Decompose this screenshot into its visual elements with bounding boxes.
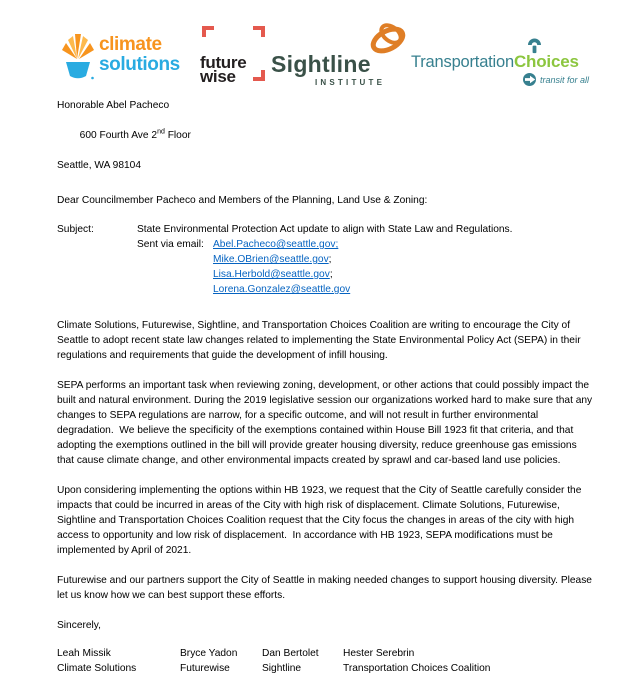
sightline-institute-label: INSTITUTE (315, 78, 386, 87)
signature-org: Climate Solutions (57, 663, 137, 674)
sent-via-email-label: Sent via email: (137, 239, 204, 250)
futurewise-logo (199, 26, 268, 85)
sent-via-email-line (137, 237, 594, 252)
circle-arrow-right-icon (523, 73, 536, 86)
signature-name: Leah Missik (57, 648, 111, 659)
climate-solutions-sun-basket-icon (61, 33, 95, 80)
email-row: Mike.OBrien@seattle.gov; (213, 254, 332, 265)
sightline-wordmark: Sightline (271, 51, 371, 77)
transportation-choices-wordmark (411, 52, 579, 72)
recipient-name: Honorable Abel Pacheco (57, 100, 170, 111)
signature-name: Bryce Yadon (180, 648, 238, 659)
paragraph-intro: Climate Solutions, Futurewise, Sightline, and Transportation Choices Coalition are writing to encourage the City of Seattle to adopt recent state law changes related to implementing the State Environmental Policy Act (SEPA) in their regulations and requirements that guide the development of infill housing. (57, 320, 584, 361)
email-link-lorena-gonzalez[interactable]: Lorena.Gonzalez@seattle.gov (213, 284, 351, 295)
signature-org: Sightline (262, 663, 302, 674)
subject-text: State Environmental Protection Act update to align with State Law and Regulations. (137, 224, 513, 235)
paragraph-sepa-background: SEPA performs an important task when reviewing zoning, development, or other actions that could possibly impact the built and natural environment. During the 2019 legislative session our organizations worked hard to make sure that any changes to SEPA regulations are narrow, for a specific outcome, and will not result in further environmental degradation. We believe the specificity of the exemptions contained within House Bill 1923 fit that criteria, and that adopting the exemptions outlined in the bill will provide greater housing diversity, reduce greenhouse gas emissions that cause climate change, and other environmental impacts created by sprawl and car-based land use policies. (57, 380, 595, 466)
paragraph-hb1923-request: Upon considering implementing the options within HB 1923, we request that the City of Seattle carefully consider the impacts that could be incurred in areas of the City with high risk of displacement. Climate Solutions, Futurewise, Sightline and Transportation Choices Coalition request that the City focus the changes in areas of the city with high access to opportunity and low risk of displacement. In accordance with HB 1923, SEPA modifications must be implemented by April of 2021. (57, 485, 585, 556)
crop-bracket-bottom-right-icon (253, 70, 265, 81)
email-row: Lisa.Herbold@seattle.gov; (213, 269, 333, 280)
email-link-abel-pacheco[interactable]: Abel.Pacheco@seattle.gov; (213, 239, 339, 250)
recipient-address-block (57, 98, 594, 173)
subject-block (57, 222, 594, 297)
choices-word: Choices (513, 52, 579, 71)
closing-line: Sincerely, (57, 620, 101, 631)
signature-name: Hester Serebrin (343, 648, 415, 659)
futurewise-wordmark (200, 53, 247, 86)
email-link-mike-obrien[interactable]: Mike.OBrien@seattle.gov (213, 254, 329, 265)
crop-bracket-top-left-icon (202, 26, 214, 37)
sightline-leaf-swirl-icon (367, 20, 409, 58)
letterhead (0, 0, 636, 96)
sightline-logo (271, 20, 411, 90)
salutation-line: Dear Councilmember Pacheco and Members of the Planning, Land Use & Zoning: (57, 195, 428, 206)
ordinal-superscript: nd (157, 128, 165, 136)
signature-org: Futurewise (180, 663, 230, 674)
wise-word: wise (200, 67, 236, 86)
recipient-city: Seattle, WA 98104 (57, 160, 142, 171)
transit-tagline-row (523, 73, 589, 86)
transportation-choices-logo (411, 40, 606, 90)
subject-content (137, 222, 594, 297)
transit-for-all-tagline: transit for all (540, 74, 590, 85)
solutions-word: solutions (99, 54, 180, 75)
signature-name: Dan Bertolet (262, 648, 319, 659)
future-word: future (200, 53, 247, 72)
transportation-word: Transportation (411, 53, 514, 71)
signature-org: Transportation Choices Coalition (343, 663, 491, 674)
climate-solutions-wordmark (99, 33, 180, 75)
climate-solutions-logo (61, 33, 180, 80)
email-row (213, 282, 594, 297)
email-list (213, 252, 594, 297)
climate-word: climate (99, 34, 162, 55)
crop-bracket-top-right-icon (253, 26, 265, 37)
letter-body (57, 98, 594, 676)
recipient-street: 600 Fourth Ave 2nd Floor (79, 128, 191, 141)
email-link-lisa-herbold[interactable]: Lisa.Herbold@seattle.gov (213, 269, 330, 280)
subject-label: Subject: (57, 224, 94, 235)
signature-block (57, 646, 594, 676)
paragraph-support: Futurewise and our partners support the City of Seattle in making needed changes to support housing diversity. Please let us know how we can best support these efforts. (57, 575, 595, 601)
